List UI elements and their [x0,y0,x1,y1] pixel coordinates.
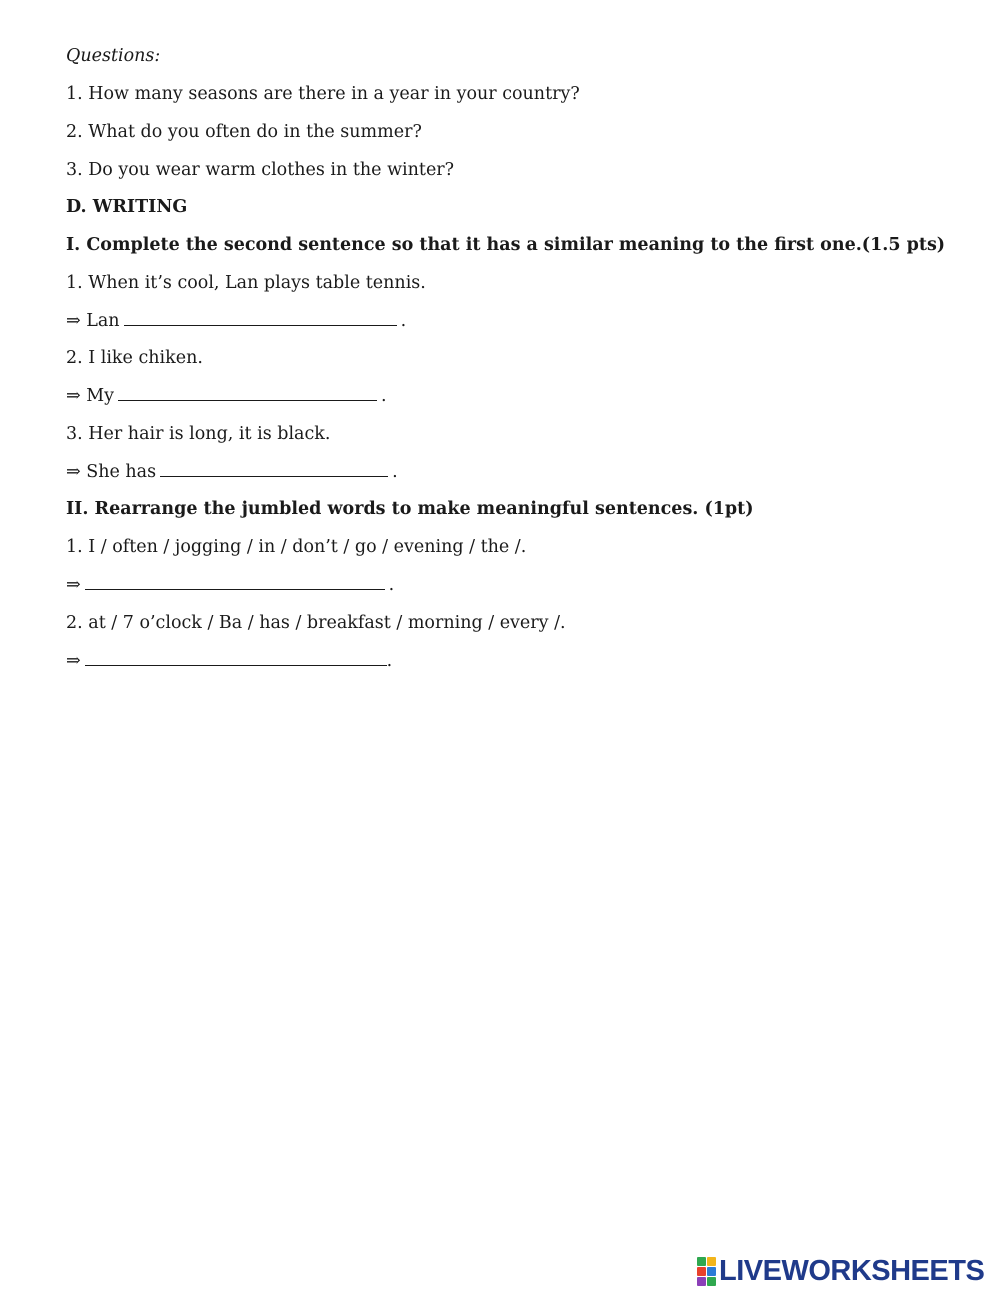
part2-sentence: 1. I / often / jogging / in / don’t / go / evening / the /. [66,537,527,557]
answer-prompt: ⇒ [66,575,81,595]
answer-blank[interactable] [85,664,387,666]
part2-sentence: 2. at / 7 o’clock / Ba / has / breakfast / morning / every /. [66,613,566,633]
answer-end: . [392,462,398,482]
part1-sentence: 1. When it’s cool, Lan plays table tennis. [66,273,426,293]
answer-prompt: ⇒ She has [66,462,157,482]
answer-blank[interactable] [124,324,397,326]
writing-heading: D. WRITING [66,197,188,217]
part1-answer-row [66,461,398,483]
answer-blank[interactable] [160,475,388,477]
answer-prompt: ⇒ [66,651,81,671]
part2-heading: II. Rearrange the jumbled words to make meaningful sentences. (1pt) [66,499,754,519]
speaking-question: 2. What do you often do in the summer? [66,122,422,142]
answer-prompt: ⇒ Lan [66,311,120,331]
answer-prompt: ⇒ My [66,386,115,406]
part2-answer-row [66,650,392,672]
answer-blank[interactable] [85,588,385,590]
speaking-question: 1. How many seasons are there in a year in your country? [66,84,580,104]
liveworksheets-logo-icon [697,1257,716,1286]
answer-end: . [388,575,395,595]
part1-sentence: 2. I like chiken. [66,348,203,368]
part1-answer-row [66,310,406,332]
answer-end: . [381,386,387,406]
answer-blank[interactable] [118,399,377,401]
answer-end: . [400,311,407,331]
part1-sentence: 3. Her hair is long, it is black. [66,424,331,444]
part2-answer-row [66,574,394,596]
answer-end: . [386,651,393,671]
part1-answer-row [66,385,387,407]
questions-heading: Questions: [66,46,161,66]
liveworksheets-logo[interactable] [697,1256,984,1286]
part1-heading: I. Complete the second sentence so that it has a similar meaning to the first one.(1.5 pts) [66,235,946,255]
logo-text: LIVEWORKSHEETS [719,1255,985,1287]
speaking-question: 3. Do you wear warm clothes in the winter? [66,160,455,180]
